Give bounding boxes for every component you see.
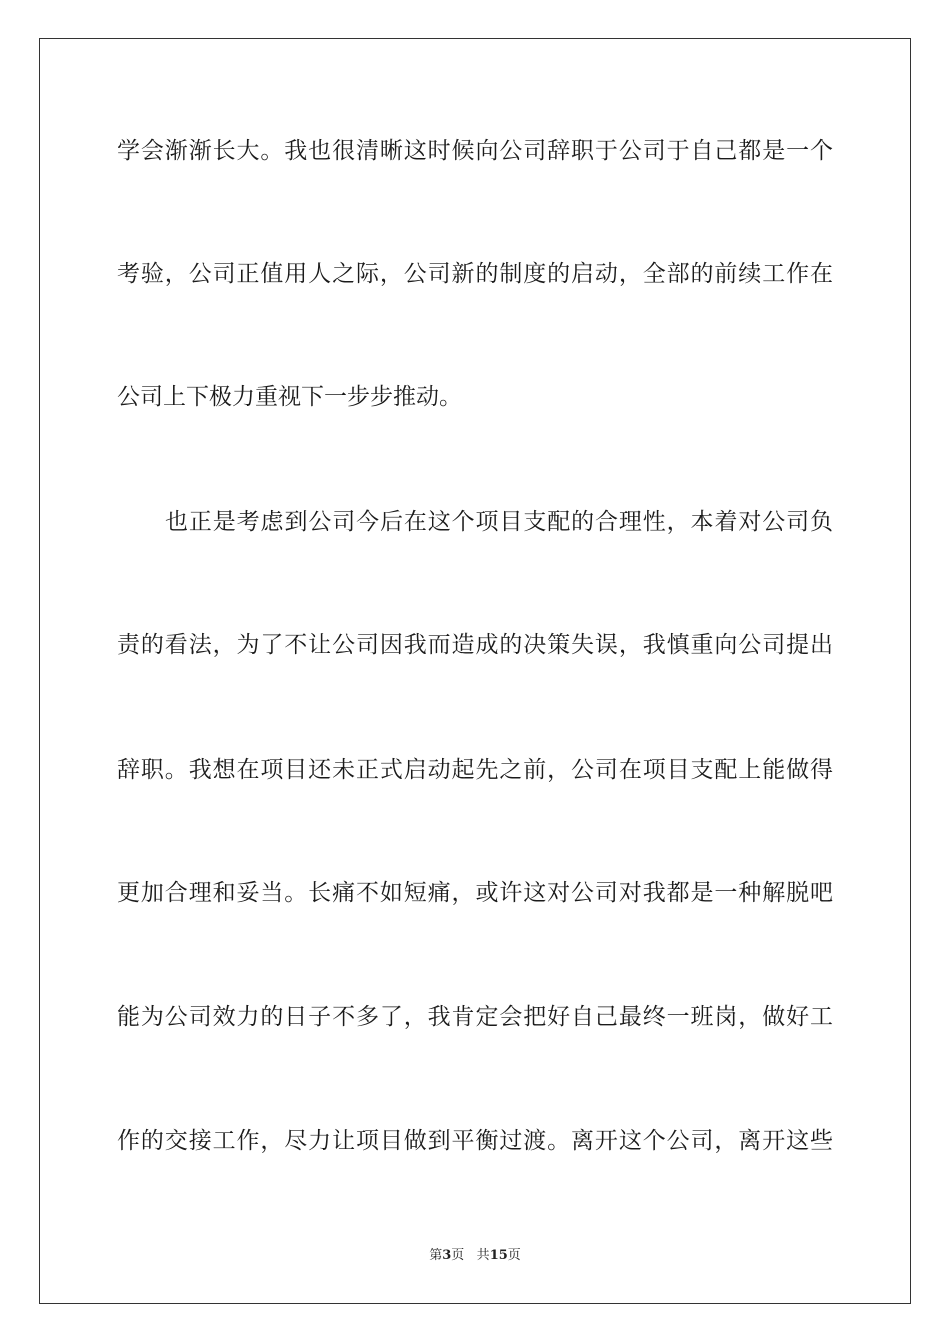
body-text-line: 公司上下极力重视下一步步推动。 [117,384,462,410]
body-text-line: 考验，公司正值用人之际，公司新的制度的启动，全部的前续工作在 [117,261,833,287]
page-footer [0,1247,950,1265]
body-text-line: 学会渐渐长大。我也很清晰这时候向公司辞职于公司于自己都是一个 [117,138,833,164]
body-text-line: 更加合理和妥当。长痛不如短痛，或许这对公司对我都是一种解脱吧 [117,880,833,906]
page-border [39,38,911,1304]
page-suffix: 页 [451,1248,465,1263]
body-text-line: 能为公司效力的日子不多了，我肯定会把好自己最终一班岗，做好工 [117,1004,833,1030]
body-text-line: 作的交接工作，尽力让项目做到平衡过渡。离开这个公司，离开这些 [117,1128,833,1154]
total-suffix: 页 [507,1248,521,1263]
page-number: 3 [442,1248,452,1263]
total-pages: 15 [489,1248,508,1263]
total-prefix: 共 [476,1248,490,1263]
body-text-line: 辞职。我想在项目还未正式启动起先之前，公司在项目支配上能做得 [117,757,833,783]
paragraph-first-line: 也正是考虑到公司今后在这个项目支配的合理性，本着对公司负 [165,509,833,535]
body-text-line: 责的看法，为了不让公司因我而造成的决策失误，我慎重向公司提出 [117,632,833,658]
page-prefix: 第 [429,1248,443,1263]
